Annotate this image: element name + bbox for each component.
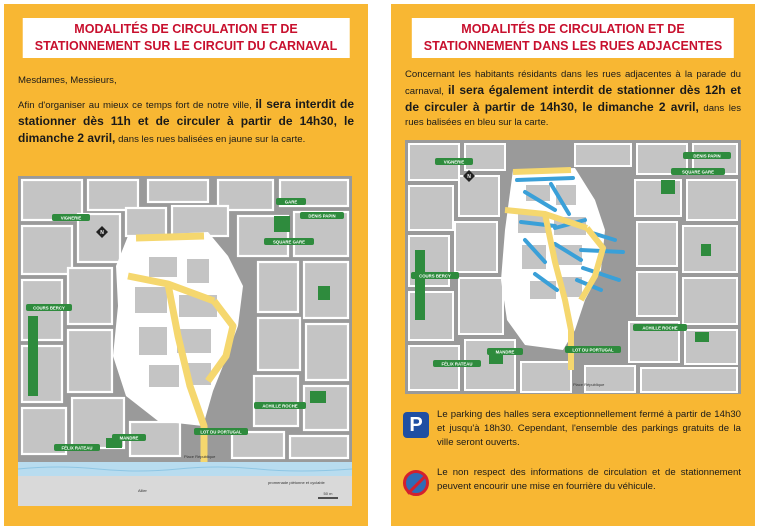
right-paragraph-intro: Concernant les habitants résidants dans les rues adjacentes à la parade du carnaval, <box>405 69 741 97</box>
right-title <box>412 18 734 58</box>
tow-truck-icon <box>403 470 429 496</box>
parking-icon: P <box>403 412 429 438</box>
right-paragraph-end: dans les rues balisées en bleu sur la carte. <box>405 102 741 128</box>
right-panel <box>391 4 755 526</box>
map-scale: 50 m <box>323 491 333 496</box>
map-label-gare: GARE <box>284 199 298 205</box>
right-map-label-square-gare: SQUARE GARE <box>682 169 714 175</box>
right-title-line2: STATIONNEMENT DANS LES RUES ADJACENTES <box>423 38 723 53</box>
right-paragraph-bold: il sera également interdit de stationner dès 12h et de circuler à partir de 14h30, le dimanche 2 avril, <box>405 82 742 114</box>
map-label-square-gare: SQUARE GARE <box>273 239 305 245</box>
right-map-label-achille-roche: ACHILLE ROCHE <box>642 325 678 331</box>
svg-text:N: N <box>467 174 471 180</box>
tow-notice: Le non respect des informations de circulation et de stationnement peuvent encourir une mise en fourrière du véhicule. <box>437 467 741 492</box>
map-label-felix-rateau: FÉLIX RATEAU <box>61 445 93 451</box>
right-paragraph <box>405 68 741 129</box>
map-label-cours-bercy: COURS BERCY <box>33 305 65 311</box>
left-paragraph-bold: il sera interdit de stationner dès 11h et de circuler à partir de 14h30, le dimanche 2 avril, <box>18 97 355 146</box>
right-map-label-lot-portugal: LOT DU PORTUGAL <box>572 347 614 353</box>
right-map-label-felix-rateau: FÉLIX RATEAU <box>441 361 473 367</box>
left-paragraph-end: dans les rues balisées en jaune sur la carte. <box>118 134 306 146</box>
greeting: Mesdames, Messieurs, <box>18 75 117 86</box>
right-map <box>405 140 741 394</box>
right-map-label-denis-papin: DENIS PAPIN <box>693 153 721 159</box>
map-label-promenade: promenade piétonne et cyclable <box>268 480 325 485</box>
map-label-achille-roche: ACHILLE ROCHE <box>262 403 298 409</box>
right-map-label-cours-bercy: COURS BERCY <box>419 273 451 279</box>
parking-notice: Le parking des halles sera exceptionnellement fermé à partir de 14h30 et jusqu'à 18h30. Cependant, l'ensemble des parkings gratuits de la ville seront ouverts. <box>437 409 741 448</box>
map-label-allier: Allier <box>138 488 147 493</box>
map-label-place-republique: Place République <box>184 454 216 459</box>
right-map-label-vignerie: VIGNERIE <box>443 159 465 165</box>
right-map-svg <box>405 140 741 394</box>
map-label-mandre: MANDRE <box>119 435 139 441</box>
map-label-lot-portugal: LOT DU PORTUGAL <box>200 429 242 435</box>
left-title-line2: STATIONNEMENT SUR LE CIRCUIT DU CARNAVAL <box>34 38 338 53</box>
left-title-line1: MODALITÉS DE CIRCULATION ET DE <box>74 22 298 36</box>
map-label-denis-papin: DENIS PAPIN <box>308 213 336 219</box>
left-map-svg <box>18 176 352 506</box>
right-title-line1: MODALITÉS DE CIRCULATION ET DE <box>461 22 685 36</box>
right-map-label-mandre: MANDRE <box>495 349 515 355</box>
svg-text:N: N <box>100 230 104 236</box>
map-label-vignerie: VIGNERIE <box>60 215 82 221</box>
left-paragraph <box>18 96 354 147</box>
left-map <box>18 176 352 506</box>
left-title <box>23 18 350 58</box>
right-map-label-place-republique: Place République <box>573 382 605 387</box>
left-paragraph-intro: Afin d'organiser au mieux ce temps fort de notre ville, <box>18 100 252 111</box>
left-panel <box>4 4 368 526</box>
